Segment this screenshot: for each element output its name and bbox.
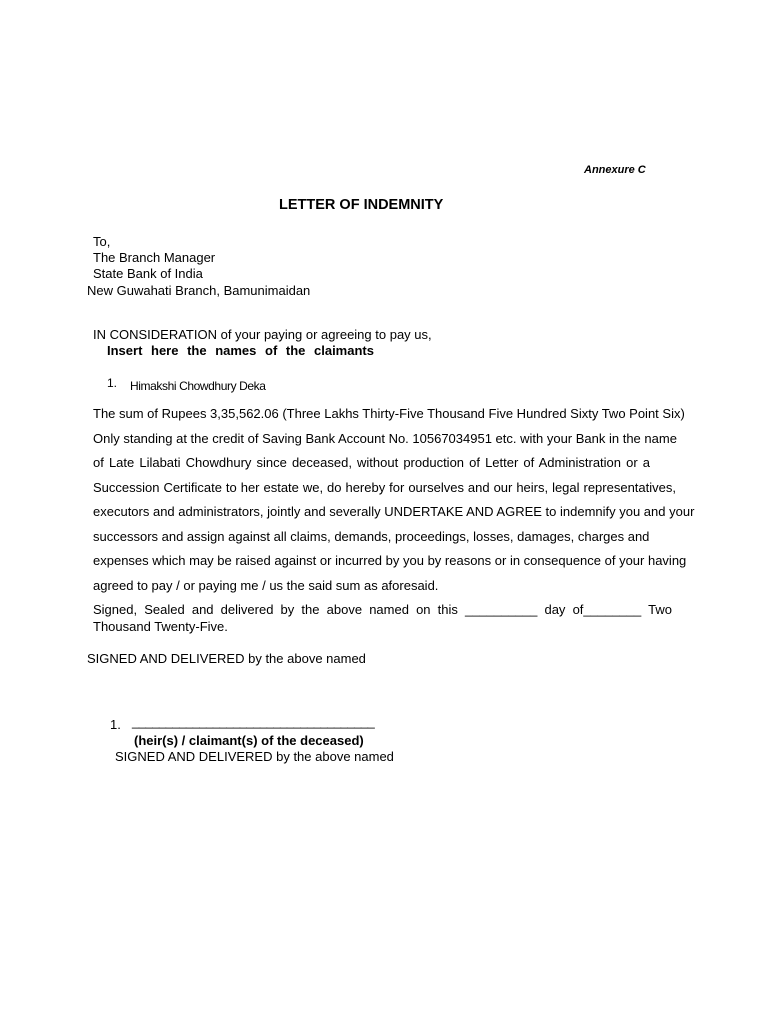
- body-line: agreed to pay / or paying me / us the said sum as aforesaid.: [93, 578, 439, 593]
- claimant-number: 1.: [107, 376, 118, 390]
- body-line: The sum of Rupees 3,35,562.06 (Three Lakhs Thirty-Five Thousand Five Hundred Sixty Two Point Six): [93, 406, 685, 421]
- insert-claimants-heading: Insert here the names of the claimants: [107, 343, 374, 358]
- signed-delivered-text: SIGNED AND DELIVERED by the above named: [87, 651, 366, 666]
- annexure-label: Annexure C: [584, 164, 646, 176]
- signature-signed-delivered: SIGNED AND DELIVERED by the above named: [115, 749, 394, 764]
- signed-sealed-line-2: Thousand Twenty-Five.: [93, 619, 228, 634]
- signed-sealed-line-1: Signed, Sealed and delivered by the above named on this __________ day of________ Two: [93, 602, 672, 617]
- document-title: LETTER OF INDEMNITY: [279, 197, 444, 213]
- body-line: expenses which may be raised against or incurred by you by reasons or in consequence of your having: [93, 553, 687, 568]
- address-to: To,: [93, 234, 111, 249]
- body-line: executors and administrators, jointly and severally UNDERTAKE AND AGREE to indemnify you and your: [93, 504, 695, 519]
- body-line: successors and assign against all claims, demands, proceedings, losses, damages, charges and: [93, 529, 650, 544]
- address-line-1: The Branch Manager: [93, 250, 216, 265]
- consideration-text: IN CONSIDERATION of your paying or agreeing to pay us,: [93, 327, 432, 342]
- claimant-name: Himakshi Chowdhury Deka: [130, 379, 266, 393]
- signature-line: ____________________________________: [132, 714, 375, 729]
- body-line: Succession Certificate to her estate we, do hereby for ourselves and our heirs, legal representatives,: [93, 480, 676, 495]
- body-line: Only standing at the credit of Saving Bank Account No. 10567034951 etc. with your Bank in the name: [93, 431, 677, 446]
- address-line-3: New Guwahati Branch, Bamunimaidan: [87, 283, 311, 298]
- signature-number: 1.: [110, 717, 121, 732]
- signature-caption: (heir(s) / claimant(s) of the deceased): [134, 733, 364, 748]
- address-line-2: State Bank of India: [93, 266, 203, 281]
- body-line: of Late Lilabati Chowdhury since deceased, without production of Letter of Administration or a: [93, 455, 650, 470]
